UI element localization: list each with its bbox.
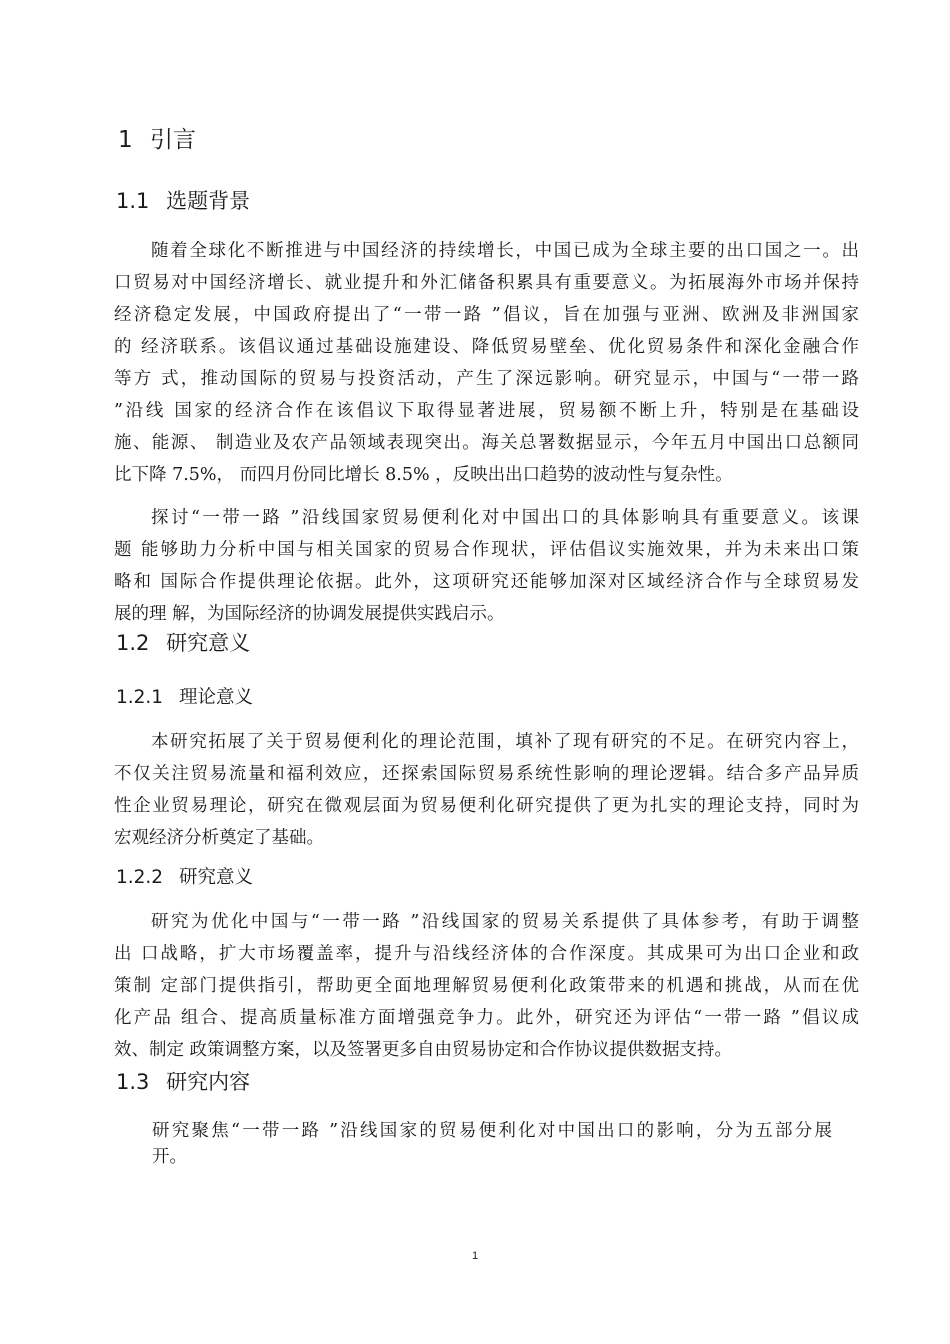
chapter-number: 1 — [118, 127, 133, 153]
subsection-title: 理论意义 — [178, 687, 253, 708]
paragraph-line: 等方 式，推动国际的贸易与投资活动，产生了深远影响。研究显示，中国与“一带一路 — [114, 369, 859, 389]
paragraph-background-1 — [114, 235, 859, 491]
paragraph-line: 随着全球化不断推进与中国经济的持续增长，中国已成为全球主要的出口国之一。出 — [151, 241, 859, 261]
paragraph-line: 探讨“一带一路 ”沿线国家贸易便利化对中国出口的具体影响具有重要意义。该课 — [151, 508, 859, 528]
paragraph-significance — [114, 906, 859, 1066]
subsection-number: 1.2.1 — [116, 687, 164, 708]
paragraph-line: 比下降 7.5%， 而四月份同比增长 8.5% ，反映出出口趋势的波动性与复杂性。 — [114, 465, 733, 485]
paragraph-line: 口贸易对中国经济增长、就业提升和外汇储备积累具有重要意义。为拓展海外市场并保持 — [114, 273, 859, 293]
section-number: 1.3 — [116, 1070, 150, 1094]
paragraph-line: 略和 国际合作提供理论依据。此外，这项研究还能够加深对区域经济合作与全球贸易发 — [114, 572, 859, 592]
subsection-number: 1.2.2 — [116, 867, 164, 888]
paragraph-line: 不仅关注贸易流量和福利效应，还探索国际贸易系统性影响的理论逻辑。结合多产品异质 — [114, 764, 859, 784]
section-number: 1.1 — [116, 189, 150, 213]
paragraph-line: 性企业贸易理论，研究在微观层面为贸易便利化研究提供了更为扎实的理论支持，同时为 — [114, 796, 859, 816]
paragraph-line: 的 经济联系。该倡议通过基础设施建设、降低贸易壁垒、优化贸易条件和深化金融合作 — [114, 337, 859, 357]
subsection-heading-1-2-1 — [116, 684, 253, 712]
paragraph-line: 本研究拓展了关于贸易便利化的理论范围，填补了现有研究的不足。在研究内容上， — [151, 732, 859, 752]
paragraph-background-2 — [114, 502, 859, 630]
section-heading-1-2 — [116, 628, 250, 658]
subsection-heading-1-2-2 — [116, 864, 253, 892]
section-heading-1-3 — [116, 1067, 250, 1097]
subsection-title: 研究意义 — [178, 867, 253, 888]
paragraph-line: 效、制定 政策调整方案，以及签署更多自由贸易协定和合作协议提供数据支持。 — [114, 1040, 733, 1060]
paragraph-line: 策制 定部门提供指引，帮助更全面地理解贸易便利化政策带来的机遇和挑战，从而在优 — [114, 976, 859, 996]
chapter-title: 引言 — [149, 127, 196, 153]
paragraph-line: 化产品 组合、提高质量标准方面增强竞争力。此外，研究还为评估“一带一路 ”倡议成 — [114, 1008, 859, 1028]
chapter-heading — [118, 124, 196, 156]
paragraph-line: 展的理 解，为国际经济的协调发展提供实践启示。 — [114, 604, 505, 624]
section-title: 选题背景 — [166, 189, 251, 213]
paragraph-line: 开。 — [152, 1147, 187, 1167]
section-heading-1-1 — [116, 186, 250, 216]
section-title: 研究内容 — [166, 1070, 251, 1094]
paragraph-line: 研究为优化中国与“一带一路 ”沿线国家的贸易关系提供了具体参考，有助于调整 — [151, 912, 859, 932]
section-number: 1.2 — [116, 631, 150, 655]
paragraph-theory — [114, 726, 859, 854]
paragraph-line: 施、能源、 制造业及农产品领域表现突出。海关总署数据显示，今年五月中国出口总额同 — [114, 433, 859, 453]
paragraph-line: 出 口战略，扩大市场覆盖率，提升与沿线经济体的合作深度。其成果可为出口企业和政 — [114, 944, 859, 964]
paragraph-line: 研究聚焦“一带一路 ”沿线国家的贸易便利化对中国出口的影响，分为五部分展 — [152, 1121, 832, 1141]
page-number: 1 — [471, 1250, 479, 1262]
paragraph-line: ”沿线 国家的经济合作在该倡议下取得显著进展，贸易额不断上升，特别是在基础设 — [114, 401, 859, 421]
paragraph-line: 题 能够助力分析中国与相关国家的贸易合作现状，评估倡议实施效果，并为未来出口策 — [114, 540, 859, 560]
paragraph-line: 经济稳定发展，中国政府提出了“一带一路 ”倡议，旨在加强与亚洲、欧洲及非洲国家 — [114, 305, 859, 325]
section-title: 研究意义 — [166, 631, 251, 655]
paragraph-line: 宏观经济分析奠定了基础。 — [114, 828, 324, 848]
paragraph-content — [152, 1118, 832, 1170]
